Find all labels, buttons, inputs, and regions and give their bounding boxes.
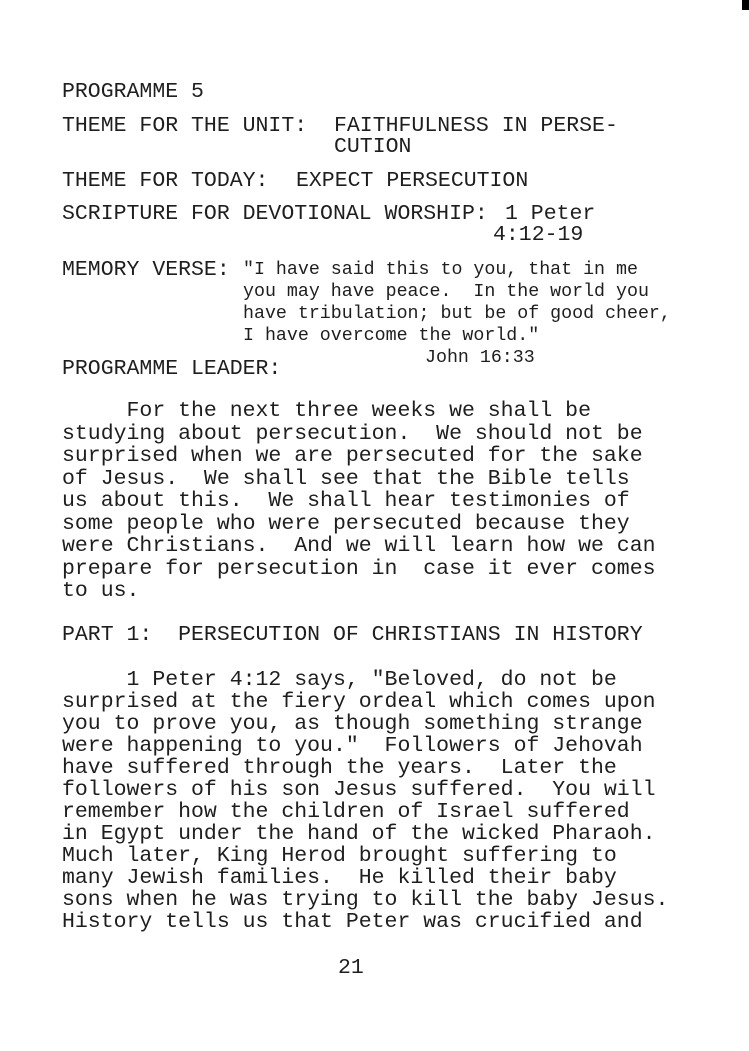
memory-verse-line: "I have said this to you, that in me (243, 260, 638, 280)
scripture-value: 1 Peter (505, 202, 596, 226)
text-line: surprised at the fiery ordeal which comes upon (62, 690, 656, 714)
text-line: you to prove you, as though something strange (62, 712, 643, 736)
text-line: were happening to you." Followers of Jehovah (62, 734, 643, 758)
today-theme-label: THEME FOR TODAY: (62, 169, 269, 193)
page-number: 21 (338, 956, 364, 980)
text-line: remember how the children of Israel suffered (62, 800, 630, 824)
scan-mark (742, 0, 749, 10)
unit-theme-value: FAITHFULNESS IN PERSE- (334, 114, 618, 138)
text-line: have suffered through the years. Later the (62, 756, 617, 780)
text-line: some people who were persecuted because they (62, 511, 630, 536)
text-line: followers of his son Jesus suffered. You will (62, 778, 656, 802)
memory-verse-line: have tribulation; but be of good cheer, (243, 304, 671, 324)
text-line: to us. (62, 579, 140, 603)
text-line: surprised when we are persecuted for the sake (62, 444, 643, 468)
text-line: many Jewish families. He killed their baby (62, 866, 617, 890)
part1-heading: PART 1: PERSECUTION OF CHRISTIANS IN HISTORY (62, 623, 643, 647)
text-line: in Egypt under the hand of the wicked Pharaoh. (62, 822, 656, 846)
memory-verse-label: MEMORY VERSE: (62, 258, 230, 282)
text-line: 1 Peter 4:12 says, "Beloved, do not be (62, 668, 617, 692)
scripture-value-cont: 4:12-19 (493, 223, 584, 247)
text-line: us about this. We shall hear testimonies of (62, 489, 630, 513)
text-line: of Jesus. We shall see that the Bible tells (62, 466, 630, 491)
today-theme-value: EXPECT PERSECUTION (296, 169, 529, 193)
memory-verse-line: you may have peace. In the world you (243, 282, 649, 302)
programme-title: PROGRAMME 5 (62, 80, 204, 104)
unit-theme-label: THEME FOR THE UNIT: (62, 114, 308, 138)
text-line: studying about persecution. We should not be (62, 421, 643, 446)
text-line: sons when he was trying to kill the baby Jesus. (62, 888, 669, 912)
text-line: Much later, King Herod brought suffering to (62, 844, 617, 868)
text-line: prepare for persecution in case it ever comes (62, 556, 656, 581)
unit-theme-value-cont: CUTION (334, 135, 412, 159)
text-line: were Christians. And we will learn how we can (62, 534, 656, 558)
text-line: History tells us that Peter was crucified and (62, 910, 643, 934)
memory-verse-line: I have overcome the world." (243, 326, 540, 346)
memory-verse-reference: John 16:33 (425, 348, 535, 368)
text-line: For the next three weeks we shall be (62, 399, 591, 423)
programme-leader-label: PROGRAMME LEADER: (62, 357, 282, 381)
scripture-label: SCRIPTURE FOR DEVOTIONAL WORSHIP: (62, 202, 488, 226)
